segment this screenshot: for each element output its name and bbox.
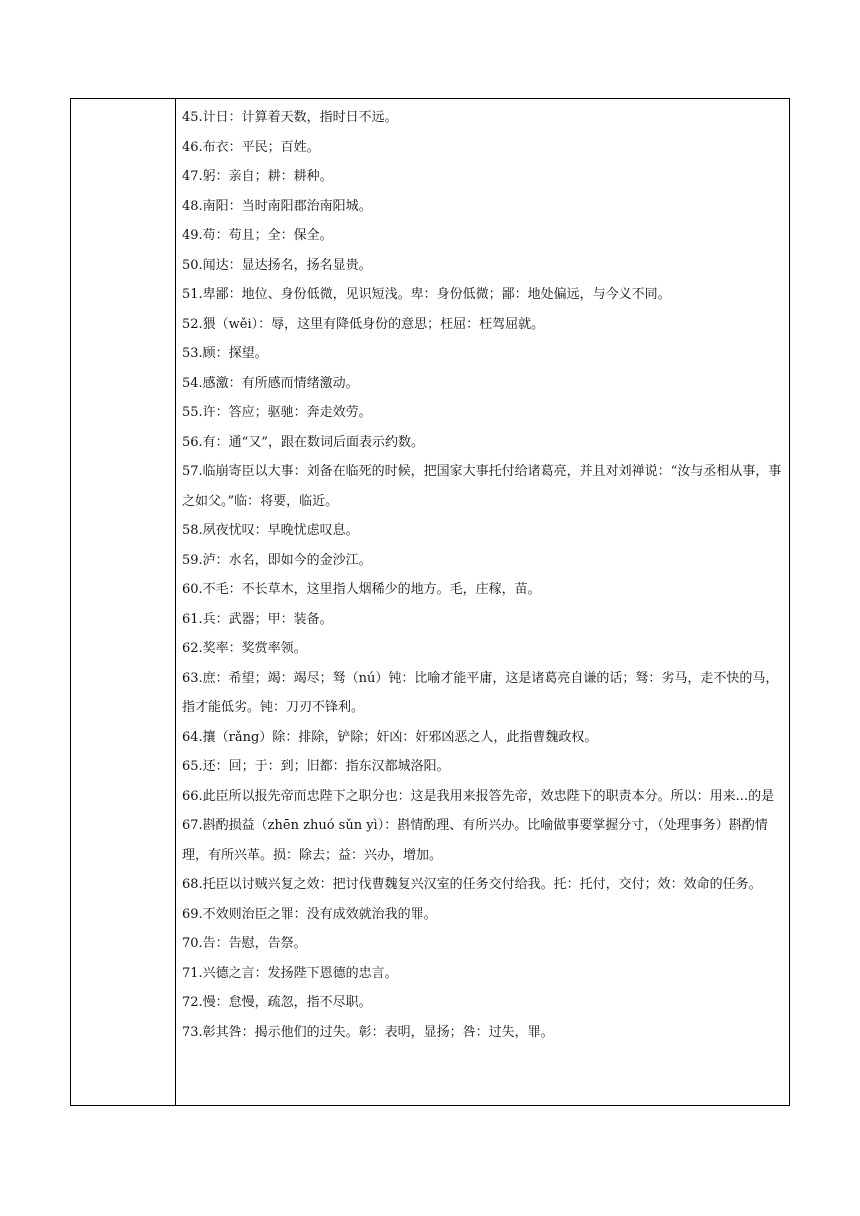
note-54: 54.感激：有所感而情绪激动。 bbox=[182, 375, 359, 391]
note-61: 61.兵：武器；甲：装备。 bbox=[182, 611, 333, 627]
note-66: 66.此臣所以报先帝而忠陛下之职分也：这是我用来报答先帝，效忠陛下的职责本分。所以：用来...的是 bbox=[182, 788, 775, 804]
notes-cell bbox=[182, 103, 785, 1047]
note-63: 63.庶：希望；竭：竭尽；驽（nú）钝：比喻才能平庸，这是诸葛亮自谦的话；驽：劣马，走不快的马，指才能低劣。钝：刀刃不锋利。 bbox=[182, 670, 779, 715]
note-59: 59.泸：水名，即如今的金沙江。 bbox=[182, 552, 372, 568]
note-50: 50.闻达：显达扬名，扬名显贵。 bbox=[182, 257, 372, 273]
note-57: 57.临崩寄臣以大事：刘备在临死的时候，把国家大事托付给诸葛亮，并且对刘禅说：“汝与丞相从事，事之如父。”临：将要，临近。 bbox=[182, 464, 782, 509]
note-64: 64.攘（rǎng）除：排除，铲除；奸凶：奸邪凶恶之人，此指曹魏政权。 bbox=[182, 729, 598, 745]
note-62: 62.奖率：奖赏率领。 bbox=[182, 641, 307, 656]
note-58: 58.夙夜忧叹：早晚忧虑叹息。 bbox=[182, 523, 359, 538]
note-67: 67.斟酌损益（zhēn zhuó sǔn yì）：斟情酌理、有所兴办。比喻做事要掌握分寸，（处理事务）斟酌情理，有所兴革。损：除去；益：兴办，增加。 bbox=[182, 818, 768, 863]
note-52: 52.猥（wěi）：辱，这里有降低身份的意思；枉屈：枉驾屈就。 bbox=[182, 316, 545, 332]
note-60: 60.不毛：不长草木，这里指人烟稀少的地方。毛，庄稼，苗。 bbox=[182, 582, 541, 597]
note-45: 45.计日：计算着天数，指时日不远。 bbox=[182, 110, 398, 125]
note-47: 47.躬：亲自；耕：耕种。 bbox=[182, 169, 333, 184]
note-70: 70.告：告慰，告祭。 bbox=[182, 936, 307, 951]
note-49: 49.苟：苟且；全：保全。 bbox=[182, 228, 333, 243]
note-72: 72.慢：怠慢，疏忽，指不尽职。 bbox=[182, 995, 372, 1010]
note-68: 68.托臣以讨贼兴复之效：把讨伐曹魏复兴汉室的任务交付给我。托：托付，交付；效：效命的任务。 bbox=[182, 877, 762, 892]
note-73: 73.彰其咎：揭示他们的过失。彰：表明，显扬；咎：过失，罪。 bbox=[182, 1024, 554, 1040]
note-56: 56.有：通“又”，跟在数词后面表示约数。 bbox=[182, 434, 424, 450]
notes-table bbox=[70, 98, 790, 1106]
note-51: 51.卑鄙：地位、身份低微，见识短浅。卑：身份低微；鄙：地处偏远，与今义不同。 bbox=[182, 287, 671, 302]
note-65: 65.还：回；于：到；旧都：指东汉都城洛阳。 bbox=[182, 759, 450, 774]
note-69: 69.不效则治臣之罪：没有成效就治我的罪。 bbox=[182, 906, 437, 922]
note-46: 46.布衣：平民；百姓。 bbox=[182, 139, 320, 155]
empty-left-cell bbox=[71, 99, 176, 1105]
note-48: 48.南阳：当时南阳郡治南阳城。 bbox=[182, 198, 372, 214]
note-55: 55.许：答应；驱驰：奔走效劳。 bbox=[182, 405, 372, 420]
note-53: 53.顾：探望。 bbox=[182, 346, 268, 361]
note-71: 71.兴德之言：发扬陛下恩德的忠言。 bbox=[182, 965, 398, 981]
